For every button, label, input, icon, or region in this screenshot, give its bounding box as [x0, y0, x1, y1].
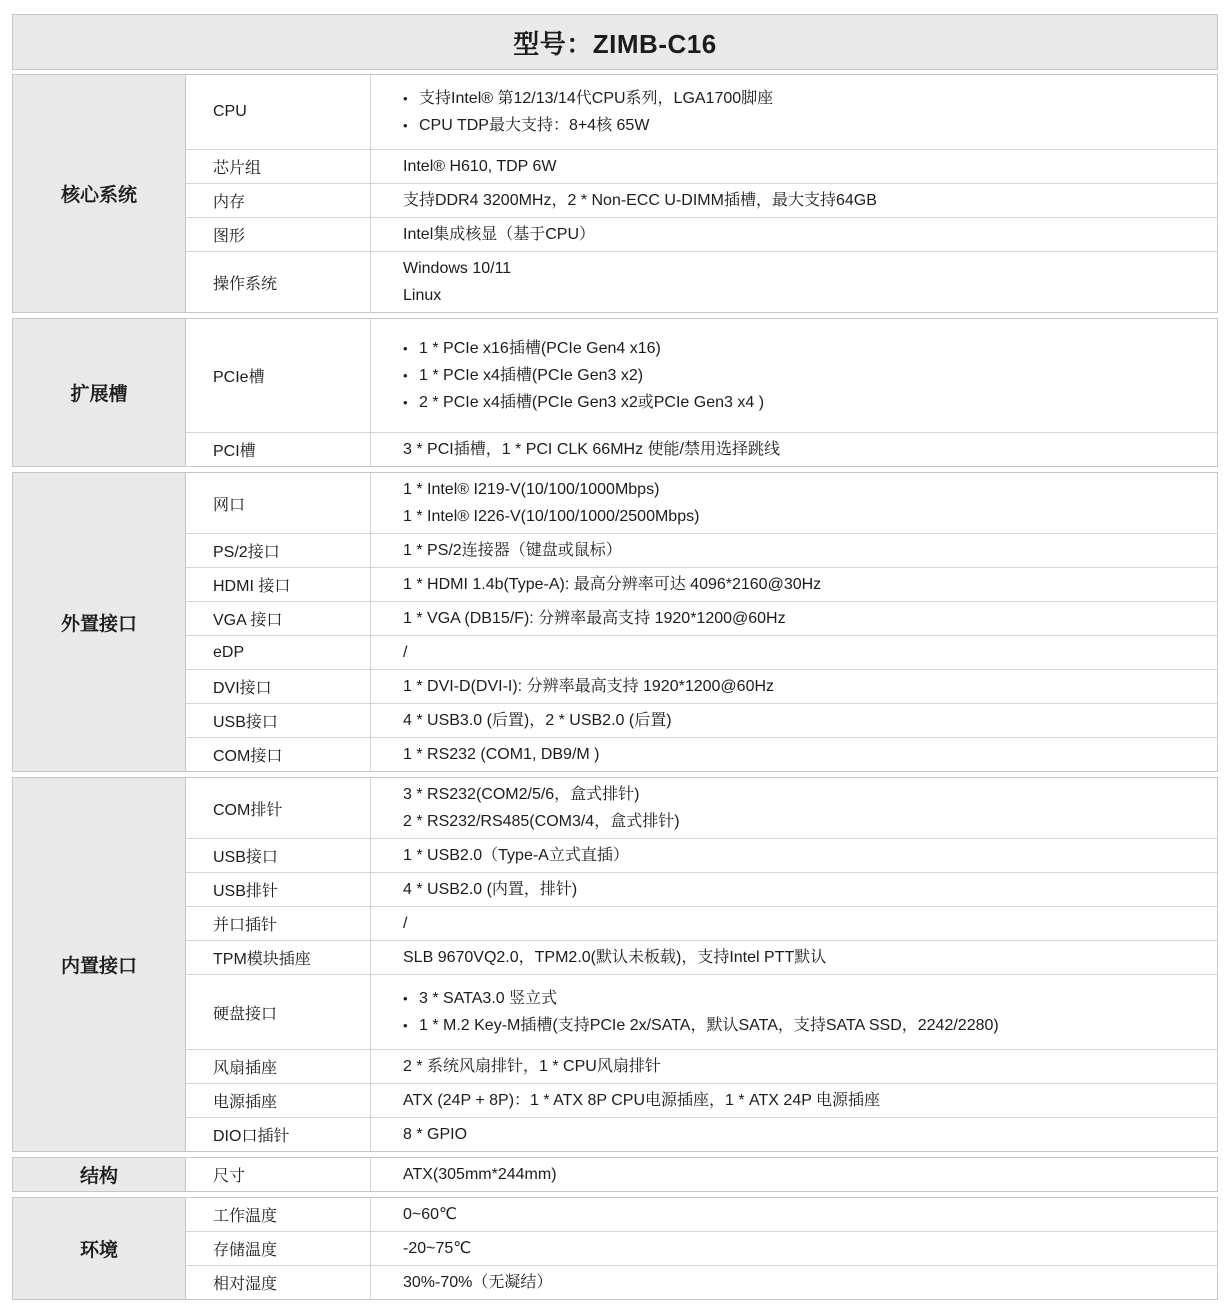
value-line: -20~75℃: [403, 1240, 472, 1257]
spec-row: [186, 251, 1217, 312]
spec-value: [371, 907, 1217, 940]
spec-value: [371, 1158, 1217, 1191]
spec-row: [186, 1231, 1217, 1265]
section-rows: [186, 1198, 1217, 1299]
section-rows: [186, 319, 1217, 466]
bullet-text: CPU TDP最大支持：8+4核 65W: [419, 117, 650, 134]
section-rows: [186, 473, 1217, 771]
bullet-icon: •: [403, 1018, 408, 1033]
spec-label: 风扇插座: [186, 1050, 371, 1083]
spec-section: [12, 74, 1218, 313]
spec-value: [371, 839, 1217, 872]
spec-row: [186, 473, 1217, 533]
spec-value: [371, 1266, 1217, 1299]
spec-row: [186, 906, 1217, 940]
value-line: 1 * RS232 (COM1, DB9/M ): [403, 746, 600, 763]
bullet-text: 1 * M.2 Key-M插槽(支持PCIe 2x/SATA，默认SATA，支持SATA SSD，2242/2280): [419, 1017, 999, 1034]
spec-label: TPM模块插座: [186, 941, 371, 974]
spec-value: [371, 1198, 1217, 1231]
section-rows: [186, 75, 1217, 312]
spec-value: [371, 1118, 1217, 1151]
spec-label: USB排针: [186, 873, 371, 906]
spec-value: [371, 670, 1217, 703]
spec-row: [186, 940, 1217, 974]
spec-value: [371, 534, 1217, 567]
spec-row: [186, 872, 1217, 906]
spec-value: [371, 75, 1217, 149]
bullet-text: 支持Intel® 第12/13/14代CPU系列，LGA1700脚座: [419, 90, 774, 107]
value-line: 1 * Intel® I219-V(10/100/1000Mbps): [403, 481, 660, 498]
spec-label: USB接口: [186, 704, 371, 737]
bullet-icon: •: [403, 118, 408, 133]
spec-sections: [12, 74, 1218, 1300]
value-line: 2 * 系统风扇排针，1 * CPU风扇排针: [403, 1058, 661, 1075]
spec-row: [186, 533, 1217, 567]
spec-label: PS/2接口: [186, 534, 371, 567]
spec-row: [186, 149, 1217, 183]
value-line: 1 * Intel® I226-V(10/100/1000/2500Mbps): [403, 508, 700, 525]
spec-row: [186, 974, 1217, 1049]
spec-label: 尺寸: [186, 1158, 371, 1191]
value-line: 1 * HDMI 1.4b(Type-A): 最高分辨率可达 4096*2160@30Hz: [403, 576, 822, 593]
bullet-icon: •: [403, 91, 408, 106]
bullet-text: 1 * PCIe x4插槽(PCIe Gen3 x2): [419, 367, 644, 384]
section-rows: [186, 1158, 1217, 1191]
bullet-icon: •: [403, 368, 408, 383]
value-line: 1 * PS/2连接器（键盘或鼠标）: [403, 542, 622, 559]
spec-label: COM排针: [186, 778, 371, 838]
spec-label: VGA 接口: [186, 602, 371, 635]
spec-label: 芯片组: [186, 150, 371, 183]
value-line: 4 * USB2.0 (内置，排针): [403, 881, 578, 898]
spec-row: [186, 838, 1217, 872]
value-line: 3 * RS232(COM2/5/6，盒式排针): [403, 786, 640, 803]
spec-section: [12, 472, 1218, 772]
spec-value: [371, 975, 1217, 1049]
value-line: 8 * GPIO: [403, 1126, 468, 1143]
bullet-text: 3 * SATA3.0 竖立式: [419, 990, 558, 1007]
spec-row: [186, 737, 1217, 771]
spec-section: [12, 1197, 1218, 1300]
spec-row: [186, 75, 1217, 149]
value-line: 1 * VGA (DB15/F): 分辨率最高支持 1920*1200@60Hz: [403, 610, 786, 627]
spec-label: 操作系统: [186, 252, 371, 312]
value-line: Intel集成核显（基于CPU）: [403, 226, 596, 243]
value-line: 2 * RS232/RS485(COM3/4，盒式排针): [403, 813, 680, 830]
section-rows: [186, 778, 1217, 1151]
spec-section: [12, 777, 1218, 1152]
spec-label: USB接口: [186, 839, 371, 872]
spec-value: [371, 636, 1217, 669]
spec-row: [186, 217, 1217, 251]
spec-value: [371, 184, 1217, 217]
value-line: 1 * USB2.0（Type-A立式直插）: [403, 847, 629, 864]
spec-label: COM接口: [186, 738, 371, 771]
spec-label: HDMI 接口: [186, 568, 371, 601]
spec-value: [371, 252, 1217, 312]
bullet-icon: •: [403, 991, 408, 1006]
value-line: SLB 9670VQ2.0，TPM2.0(默认未板载)，支持Intel PTT默认: [403, 949, 827, 966]
spec-value: [371, 602, 1217, 635]
bullet-icon: •: [403, 341, 408, 356]
spec-row: [186, 1083, 1217, 1117]
value-line: 0~60℃: [403, 1206, 458, 1223]
spec-label: 硬盘接口: [186, 975, 371, 1049]
value-line: 30%-70%（无凝结）: [403, 1274, 553, 1291]
spec-row: [186, 669, 1217, 703]
spec-row: [186, 319, 1217, 432]
value-line: 3 * PCI插槽，1 * PCI CLK 66MHz 使能/禁用选择跳线: [403, 441, 780, 458]
spec-value: [371, 1232, 1217, 1265]
spec-section: [12, 1157, 1218, 1192]
value-line: 支持DDR4 3200MHz，2 * Non-ECC U-DIMM插槽，最大支持64GB: [403, 192, 877, 209]
section-header: 环境: [13, 1198, 186, 1299]
spec-label: eDP: [186, 636, 371, 669]
value-line: Windows 10/11: [403, 260, 512, 277]
spec-value: [371, 218, 1217, 251]
spec-value: [371, 778, 1217, 838]
section-header: 外置接口: [13, 473, 186, 771]
spec-label: 电源插座: [186, 1084, 371, 1117]
value-line: 1 * DVI-D(DVI-I): 分辨率最高支持 1920*1200@60Hz: [403, 678, 775, 695]
spec-label: PCI槽: [186, 433, 371, 466]
spec-value: [371, 873, 1217, 906]
spec-page: [12, 14, 1218, 1300]
spec-value: [371, 150, 1217, 183]
spec-row: [186, 1265, 1217, 1299]
bullet-line: [403, 112, 1205, 139]
value-line: /: [403, 644, 408, 661]
value-line: ATX (24P + 8P)：1 * ATX 8P CPU电源插座，1 * ATX 24P 电源插座: [403, 1092, 881, 1109]
spec-row: [186, 432, 1217, 466]
spec-value: [371, 1050, 1217, 1083]
value-line: /: [403, 915, 408, 932]
spec-label: DIO口插针: [186, 1118, 371, 1151]
section-header: 核心系统: [13, 75, 186, 312]
spec-label: CPU: [186, 75, 371, 149]
bullet-line: [403, 1012, 1205, 1039]
spec-value: [371, 1084, 1217, 1117]
bullet-line: [403, 362, 1205, 389]
spec-label: 工作温度: [186, 1198, 371, 1231]
spec-value: [371, 568, 1217, 601]
spec-label: 存储温度: [186, 1232, 371, 1265]
spec-row: [186, 703, 1217, 737]
model-title-bar: [12, 14, 1218, 70]
spec-row: [186, 778, 1217, 838]
spec-section: [12, 318, 1218, 467]
spec-value: [371, 704, 1217, 737]
bullet-line: [403, 335, 1205, 362]
value-line: Linux: [403, 287, 442, 304]
spec-value: [371, 941, 1217, 974]
spec-label: PCIe槽: [186, 319, 371, 432]
value-line: ATX(305mm*244mm): [403, 1166, 557, 1183]
bullet-line: [403, 85, 1205, 112]
spec-label: 内存: [186, 184, 371, 217]
spec-label: 网口: [186, 473, 371, 533]
spec-row: [186, 601, 1217, 635]
spec-label: 图形: [186, 218, 371, 251]
spec-value: [371, 319, 1217, 432]
bullet-icon: •: [403, 395, 408, 410]
spec-label: 相对湿度: [186, 1266, 371, 1299]
spec-label: 并口插针: [186, 907, 371, 940]
spec-row: [186, 1117, 1217, 1151]
spec-value: [371, 473, 1217, 533]
spec-row: [186, 1198, 1217, 1231]
spec-row: [186, 635, 1217, 669]
section-header: 内置接口: [13, 778, 186, 1151]
spec-row: [186, 1049, 1217, 1083]
bullet-line: [403, 985, 1205, 1012]
section-header: 结构: [13, 1158, 186, 1191]
bullet-text: 1 * PCIe x16插槽(PCIe Gen4 x16): [419, 340, 661, 357]
spec-row: [186, 567, 1217, 601]
spec-value: [371, 433, 1217, 466]
value-line: 4 * USB3.0 (后置)，2 * USB2.0 (后置): [403, 712, 672, 729]
value-line: Intel® H610, TDP 6W: [403, 158, 557, 175]
section-header: 扩展槽: [13, 319, 186, 466]
page-title: 型号：ZIMB-C16: [513, 28, 717, 59]
bullet-line: [403, 389, 1205, 416]
bullet-text: 2 * PCIe x4插槽(PCIe Gen3 x2或PCIe Gen3 x4 ): [419, 394, 765, 411]
spec-label: DVI接口: [186, 670, 371, 703]
spec-row: [186, 1158, 1217, 1191]
spec-value: [371, 738, 1217, 771]
spec-row: [186, 183, 1217, 217]
